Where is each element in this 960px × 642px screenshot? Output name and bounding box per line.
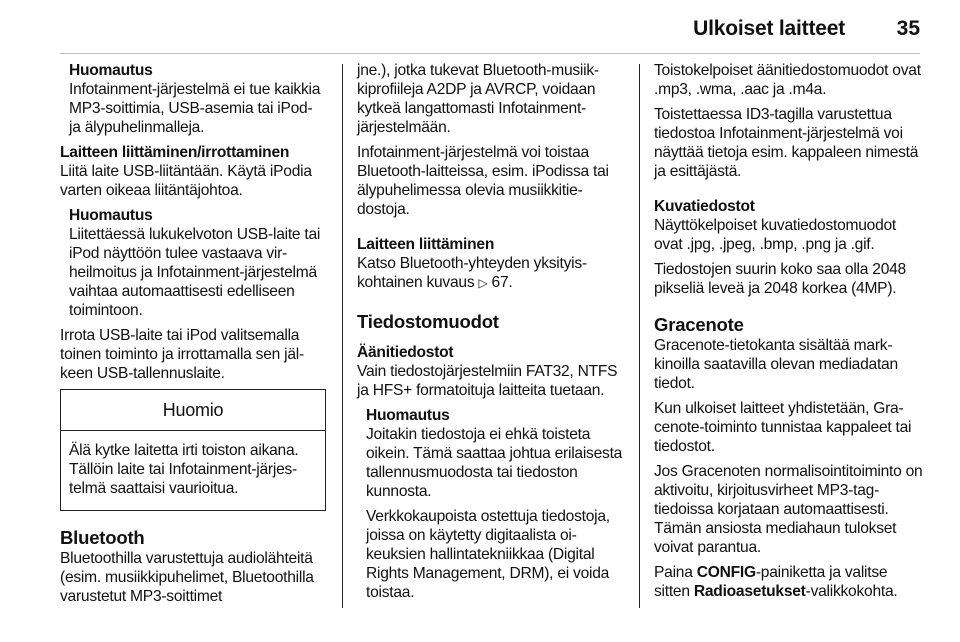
page-number: 35 <box>896 17 920 40</box>
paragraph-gracenote-3: Jos Gracenoten normalisointitoiminto on aktivoitu, kirjoitusvirheet MP3-tagtiedoissa korjataan automaattisesti. Tämän ansiosta mediahaun tulokset voivat parantua. <box>654 463 923 556</box>
paragraph-connect: Liitä laite USB-liitäntään. Käytä iPodia varten oikeaa liitäntäjohtoa. <box>60 163 312 199</box>
note-text: Infotainment-järjestelmä ei tue kaikkia MP3-soittimia, USB-asemia tai iPod- ja älypuhelinmalleja. <box>69 81 321 136</box>
column-2 <box>357 61 625 608</box>
connecting-text: Katso Bluetooth-yhteyden yksityiskohtainen kuvaus <box>357 255 588 291</box>
section-heading-gracenote: Gracenote <box>654 314 744 335</box>
page-title: Ulkoiset laitteet <box>693 17 845 40</box>
radio-settings-label: Radioasetukset <box>693 583 806 600</box>
caution-text: Älä kytke laitetta irti toiston aikana. Tällöin laite tai Infotainment-järjestelmä saattaisi vaurioitua. <box>69 442 299 497</box>
paragraph-connecting <box>357 254 625 293</box>
paragraph-disconnect: Irrota USB-laite tai iPod valitsemalla toinen toiminto ja irrottamalla sen jälkeen USB-tallennuslaite. <box>60 327 305 382</box>
paragraph-config-instructions: Paina CONFIG-painiketta ja valitse sitten Radioasetukset-valikkokohta. <box>654 564 898 600</box>
note-label: Huomautus <box>69 62 153 79</box>
paragraph-gracenote-2: Kun ulkoiset laitteet yhdistetään, Gracenote-toiminto tunnistaa kappaleet tai tiedostot. <box>654 400 912 455</box>
paragraph-bluetooth: Bluetoothilla varustettuja audiolähteitä (esim. musiikkipuhelimet, Bluetoothilla varustetut MP3-soittimet <box>60 550 314 605</box>
section-heading-bluetooth: Bluetooth <box>60 527 145 548</box>
note-label: Huomautus <box>69 207 153 224</box>
paragraph-gracenote-1: Gracenote-tietokanta sisältää markkinoilla saatavilla olevan mediadatan tiedot. <box>654 337 898 392</box>
header-rule <box>60 53 920 54</box>
paragraph-bluetooth-continued: jne.), jotka tukevat Bluetooth-musiikkiprofiileja A2DP ja AVRCP, voidaan kytkeä langattomasti Infotainment-järjestelmään. <box>357 62 600 136</box>
caution-box <box>60 389 326 511</box>
paragraph-id3: Toistettaessa ID3-tagilla varustettua tiedostoa Infotainment-järjestelmä voi näyttää tietoja esim. kappaleen nimestä ja esittäjästä. <box>654 106 919 180</box>
section-heading-connecting: Laitteen liittäminen <box>357 236 495 253</box>
config-button-label: CONFIG <box>696 564 756 581</box>
paragraph-bluetooth-devices: Infotainment-järjestelmä voi toistaa Bluetooth-laitteissa, esim. iPodissa tai älypuhelimessa olevia musiikkitiedostoja. <box>357 144 609 218</box>
note-unreadable-device <box>69 206 326 320</box>
caution-title: Huomio <box>61 390 325 431</box>
note-label: Huomautus <box>366 407 450 424</box>
paragraph-image-size: Tiedostojen suurin koko saa olla 2048 pikseliä leveä ja 2048 korkea (4MP). <box>654 261 906 297</box>
subheading-image-files: Kuvatiedostot <box>654 198 755 215</box>
note-playback <box>366 406 625 602</box>
column-3 <box>654 61 924 607</box>
section-heading-file-formats: Tiedostomuodot <box>357 311 499 332</box>
note-usb-support <box>69 61 326 137</box>
paragraph-image-formats: Näyttökelpoiset kuvatiedostomuodot ovat .jpg, .jpeg, .bmp, .png ja .gif. <box>654 217 897 253</box>
note-text: Liitettäessä lukukelvoton USB-laite tai iPod näyttöön tulee vastaava virheilmoitus ja Infotainment-järjestelmä vaihtaa automaattisesti edelliseen toimintoon. <box>69 226 321 319</box>
connecting-page-ref[interactable]: 67. <box>491 274 513 291</box>
column-divider-2 <box>639 64 640 608</box>
note-text-drm: Verkkokaupoista ostettuja tiedostoja, joissa on käytetty digitaalista oikeuksien hallintatekniikkaa (Digital Rights Management, DRM), ei voida toistaa. <box>366 508 610 601</box>
paragraph-audio-files: Vain tiedostojärjestelmiin FAT32, NTFS ja HFS+ formatoituja laitteita tuetaan. <box>357 363 618 399</box>
note-text: Joitakin tiedostoja ei ehkä toisteta oikein. Tämä saattaa johtua erilaisesta tallennusmuodosta tai tiedoston kunnosta. <box>366 426 623 500</box>
subheading-audio-files: Äänitiedostot <box>357 344 454 361</box>
page-ref-arrow-icon: ▷ <box>478 276 488 290</box>
paragraph-audio-formats: Toistokelpoiset äänitiedostomuodot ovat .mp3, .wma, .aac ja .m4a. <box>654 62 921 98</box>
column-1 <box>60 61 326 612</box>
column-divider-1 <box>342 64 343 608</box>
page-header <box>0 0 960 60</box>
section-heading-connect: Laitteen liittäminen/irrottaminen <box>60 144 290 161</box>
